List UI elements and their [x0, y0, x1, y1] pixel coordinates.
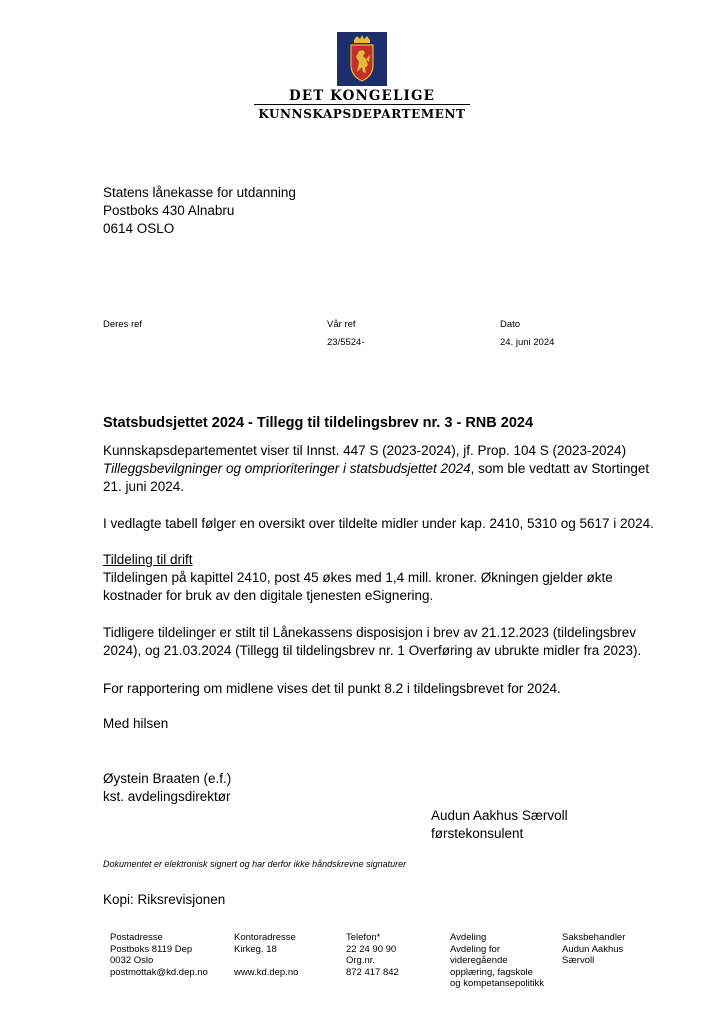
p1-italic: Tilleggsbevilgninger og omprioriteringer i statsbudsjettet 2024: [103, 461, 471, 476]
paragraph-4: [103, 624, 663, 660]
p2-text: I vedlagte tabell følger en oversikt over tildelte midler under kap. 2410, 5310 og 5617 i 2024.: [103, 516, 654, 531]
footer-col5-line: Særvoll: [562, 955, 595, 966]
footer-col4-line: og kompetansepolitikk: [450, 978, 544, 989]
footer-col3-line: Telefon*: [346, 932, 381, 943]
p1-end: , som ble vedtatt av Stortinget 21. juni 2024.: [103, 461, 650, 494]
footer-phone: [346, 932, 399, 978]
paragraph-1: [103, 442, 663, 496]
copy-recipients: Kopi: Riksrevisjonen: [103, 892, 226, 907]
footer-col5-line: Saksbehandler: [562, 932, 626, 943]
footer-email-link[interactable]: postmottak@kd.dep.no: [110, 966, 208, 978]
footer-col2-line: Kirkeg. 18: [234, 943, 277, 955]
dato-value: 24. juni 2024: [500, 337, 555, 348]
deres-ref-label: Deres ref: [103, 319, 143, 330]
footer-col1-line: Postboks 8119 Dep: [110, 943, 193, 955]
footer-col3-line: 22 24 90 90: [346, 943, 397, 955]
footer-col2-spacer: [234, 955, 298, 967]
footer-case-handler: [562, 932, 625, 967]
sig1-name: Øystein Braaten (e.f.): [103, 771, 232, 786]
var-ref-value: 23/5524-: [327, 337, 365, 348]
p5-text: For rapportering om midlene vises det til punkt 8.2 i tildelingsbrevet for 2024.: [103, 681, 561, 696]
recipient-line-3: 0614 OSLO: [103, 221, 175, 236]
royal-coat-of-arms-icon: [337, 32, 387, 86]
footer-col4-line: Avdeling: [450, 932, 487, 943]
footer-col3-line: 872 417 842: [346, 966, 399, 978]
logo-line-1: DET KONGELIGE: [289, 88, 435, 104]
paragraph-5: [103, 680, 663, 698]
letter-title: Statsbudsjettet 2024 - Tillegg til tildelingsbrev nr. 3 - RNB 2024: [103, 415, 534, 431]
recipient-address: [103, 184, 296, 238]
greeting-text: Med hilsen: [103, 716, 169, 731]
footer-col1-line: 0032 Oslo: [110, 955, 154, 966]
footer-postal: [110, 932, 208, 978]
recipient-line-1: Statens lånekasse for utdanning: [103, 185, 296, 200]
paragraph-2: [103, 515, 683, 533]
var-ref-label: Vår ref: [327, 319, 356, 330]
dato-label: Dato: [500, 319, 521, 330]
signature-2: [431, 807, 691, 843]
sig1-title: kst. avdelingsdirektør: [103, 789, 231, 804]
footer-website-link[interactable]: www.kd.dep.no: [234, 966, 299, 978]
sig2-name: Audun Aakhus Særvoll: [431, 808, 568, 823]
footer-col4-line: Avdeling for: [450, 943, 500, 955]
footer-department: [450, 932, 544, 990]
footer-office: [234, 932, 298, 978]
heading-drift: Tildeling til drift: [103, 552, 193, 567]
recipient-line-2: Postboks 430 Alnabru: [103, 203, 235, 218]
footer-col4-line: opplæring, fagskole: [450, 966, 533, 978]
p4-text: Tidligere tildelinger er stilt til Lånekassens disposisjon i brev av 21.12.2023 (tildelingsbrev 2024), og 21.03.2024 (Tillegg til tildelingsbrev nr. 1 Overføring av ubrukte midler fra 2023).: [103, 625, 642, 658]
greeting: [103, 715, 663, 733]
logo-line-2: KUNNSKAPSDEPARTEMENT: [254, 104, 470, 122]
footer-col1-line: Postadresse: [110, 932, 163, 943]
p1-start: Kunnskapsdepartementet viser til Innst. 447 S (2023-2024), jf. Prop. 104 S (2023-2024): [103, 443, 627, 458]
section-drift: [103, 551, 663, 605]
sig2-title: førstekonsulent: [431, 826, 524, 841]
footer-col2-line: Kontoradresse: [234, 932, 296, 943]
ministry-logo: [254, 32, 470, 122]
footer-col3-line: Org.nr.: [346, 955, 376, 966]
footer-col5-line: Audun Aakhus: [562, 943, 624, 955]
signature-note: Dokumentet er elektronisk signert og har derfor ikke håndskrevne signaturer: [103, 859, 407, 869]
p3-text: Tildelingen på kapittel 2410, post 45 økes med 1,4 mill. kroner. Økningen gjelder økte kostnader for bruk av den digitale tjenesten eSignering.: [103, 570, 613, 603]
signature-1: [103, 770, 663, 806]
footer-col4-line: videregående: [450, 955, 508, 966]
